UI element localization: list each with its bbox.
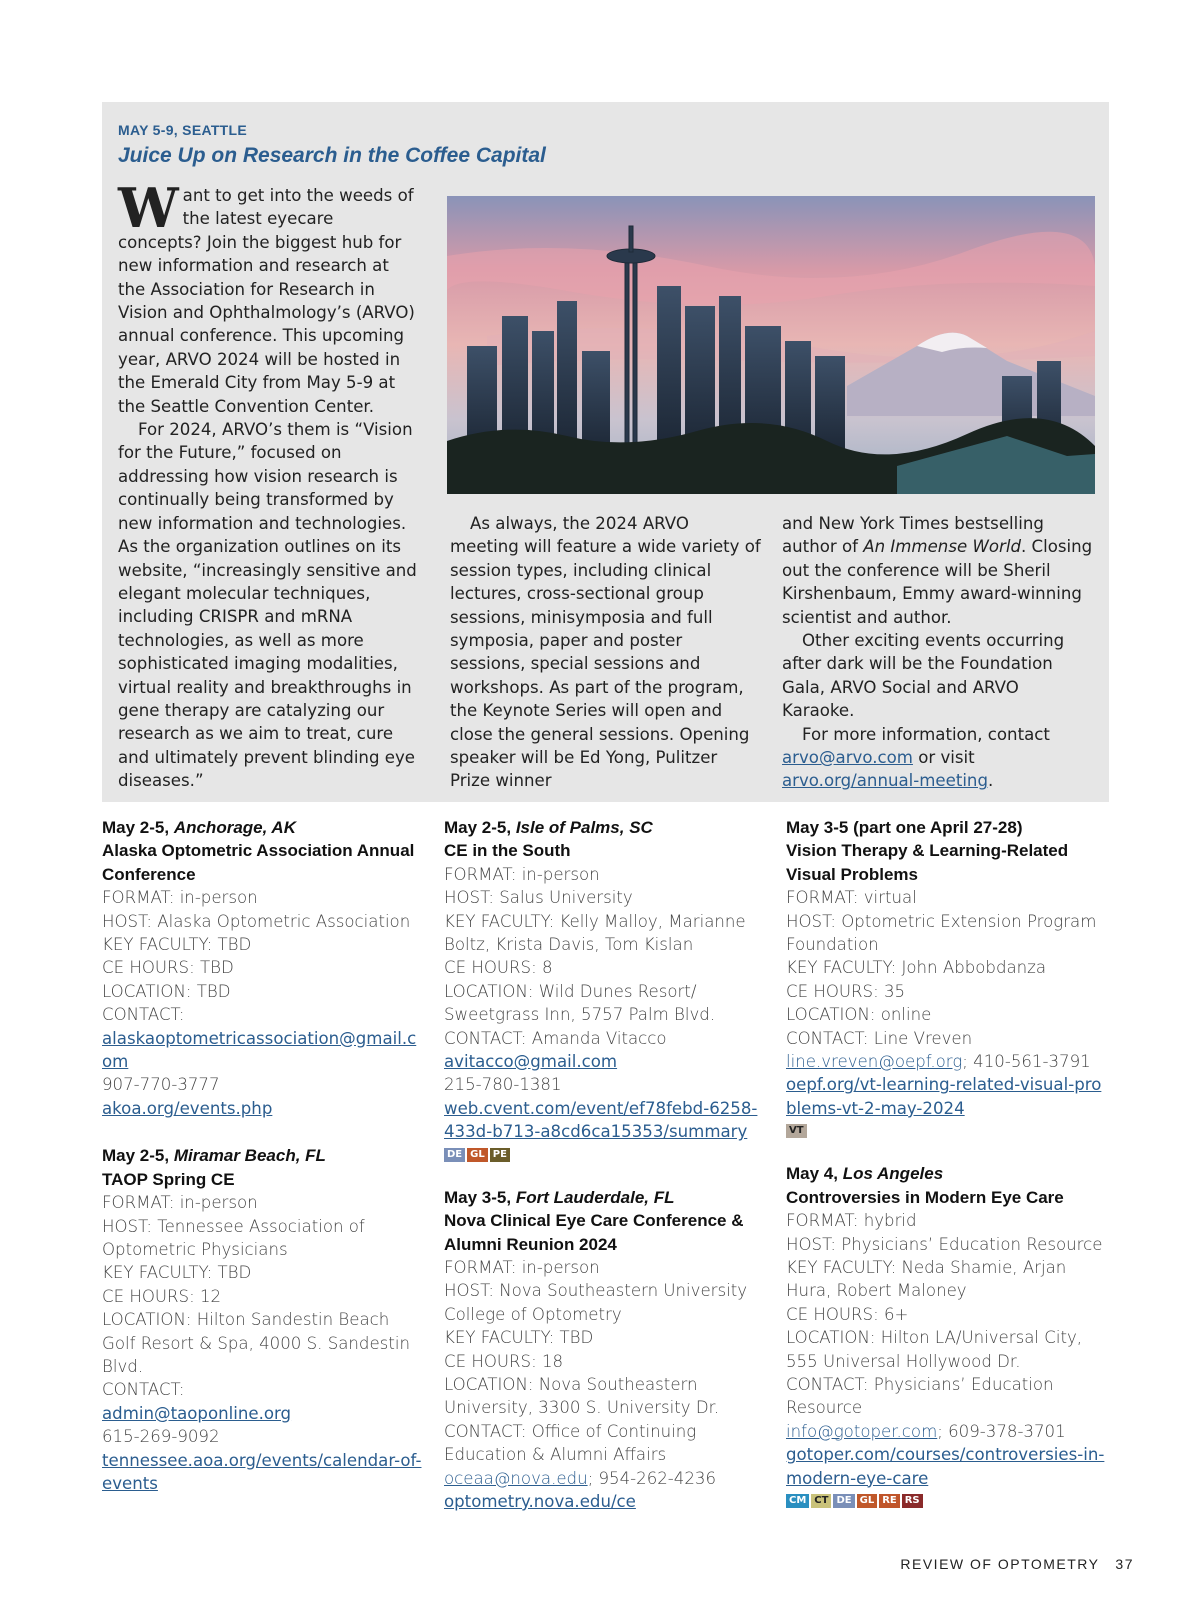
event-contact: CONTACT: Office of Continuing Education & Alumni Affairs xyxy=(444,1421,697,1465)
event-format: FORMAT: in-person xyxy=(102,888,258,908)
event-title: Vision Therapy & Learning-Related Visual Problems xyxy=(786,841,1069,884)
feature-headline: Juice Up on Research in the Coffee Capital xyxy=(118,144,546,167)
event-email-link[interactable]: alaskaoptometricassociation@gmail.com xyxy=(102,1028,417,1072)
event-phone: 215-780-1381 xyxy=(444,1075,562,1095)
event-host: HOST: Salus University xyxy=(444,888,633,908)
event-ce-hours: CE HOURS: 18 xyxy=(444,1351,564,1371)
tag-badge: DE xyxy=(444,1148,465,1162)
arvo-email-link[interactable]: arvo@arvo.com xyxy=(782,748,913,768)
tag-badge: GL xyxy=(857,1494,878,1508)
event-listing-taop xyxy=(102,1144,422,1495)
event-format: FORMAT: in-person xyxy=(444,1257,600,1277)
event-location: LOCATION: online xyxy=(786,1005,932,1025)
seattle-skyline-image xyxy=(447,196,1095,494)
event-email-link[interactable]: line.vreven@oepf.org xyxy=(786,1052,963,1072)
event-ce-hours: CE HOURS: 6+ xyxy=(786,1304,909,1324)
event-phone: ; 954-262-4236 xyxy=(587,1468,717,1488)
drop-cap: W xyxy=(118,176,179,240)
text-run: . xyxy=(988,771,994,791)
event-format: FORMAT: in-person xyxy=(444,864,600,884)
event-faculty: KEY FACULTY: TBD xyxy=(102,1263,252,1283)
seattle-skyline-photo xyxy=(447,196,1095,494)
event-date xyxy=(444,816,764,839)
event-email-link[interactable]: avitacco@gmail.com xyxy=(444,1052,618,1072)
event-format: FORMAT: hybrid xyxy=(786,1211,917,1231)
event-ce-hours: CE HOURS: 8 xyxy=(444,958,553,978)
event-listing-vision-therapy xyxy=(786,816,1106,1138)
feature-box xyxy=(102,102,1109,802)
ce-category-tags xyxy=(444,1148,764,1162)
feature-kicker: MAY 5-9, SEATTLE xyxy=(118,122,248,138)
event-url-link[interactable]: tennessee.aoa.org/events/calendar-of-events xyxy=(102,1450,422,1493)
event-title: Controversies in Modern Eye Care xyxy=(786,1187,1064,1207)
tag-badge: CT xyxy=(811,1494,831,1508)
event-url-link[interactable]: gotoper.com/courses/controversies-in-modern-eye-care xyxy=(786,1445,1105,1488)
tag-badge: PE xyxy=(490,1148,510,1162)
event-email-phone xyxy=(444,1467,764,1490)
tag-badge: RE xyxy=(879,1494,900,1508)
event-title: TAOP Spring CE xyxy=(102,1169,235,1189)
event-title: CE in the South xyxy=(444,841,571,861)
event-ce-hours: CE HOURS: 12 xyxy=(102,1286,222,1306)
date-text: May 3-5, xyxy=(444,1187,516,1207)
event-email-phone xyxy=(786,1420,1106,1443)
event-listing-nova xyxy=(444,1186,764,1514)
event-faculty: KEY FACULTY: Neda Shamie, Arjan Hura, Robert Maloney xyxy=(786,1257,1067,1301)
tag-badge: RS xyxy=(902,1494,923,1508)
book-title: An Immense World xyxy=(863,537,1021,557)
date-text: May 2-5, xyxy=(102,1146,174,1166)
event-place: Anchorage, AK xyxy=(173,818,296,837)
event-contact: CONTACT: Line Vreven xyxy=(786,1028,973,1048)
feature-paragraph: For 2024, ARVO’s them is “Vision for the Future,” focused on addressing how vision research is continually being transformed by new information and technologies. As the organization outlines on its website, “increasingly sensitive and elegant molecular techniques, including CRISPR and mRNA technologies, as well as more sophisticated imaging modalities, virtual reality and breakthroughs in gene therapy are catalyzing our research as we aim to treat, cure and ultimately prevent blinding eye diseases.” xyxy=(118,420,417,791)
date-text: May 2-5, xyxy=(444,818,516,837)
event-phone: ; 609-378-3701 xyxy=(937,1421,1066,1441)
event-date xyxy=(102,816,422,839)
event-faculty: KEY FACULTY: Kelly Malloy, Marianne Boltz, Krista Davis, Tom Kislan xyxy=(444,911,746,955)
event-format: FORMAT: in-person xyxy=(102,1193,258,1213)
event-host: HOST: Physicians’ Education Resource xyxy=(786,1234,1103,1254)
event-location: LOCATION: Hilton Sandestin Beach Golf Resort & Spa, 4000 S. Sandestin Blvd. xyxy=(102,1310,410,1376)
event-listing-ce-south xyxy=(444,816,764,1162)
event-url-link[interactable]: oepf.org/vt-learning-related-visual-problems-vt-2-may-2024 xyxy=(786,1075,1102,1118)
event-ce-hours: CE HOURS: TBD xyxy=(102,958,234,978)
event-host: HOST: Tennessee Association of Optometric Physicians xyxy=(102,1216,365,1259)
feature-column-3 xyxy=(782,512,1094,793)
event-place: Isle of Palms, SC xyxy=(515,818,653,837)
event-faculty: KEY FACULTY: John Abbobdanza xyxy=(786,958,1047,978)
events-column-1 xyxy=(102,816,422,1519)
event-title: Alaska Optometric Association Annual Conference xyxy=(102,841,415,884)
event-email-phone xyxy=(786,1050,1106,1073)
page-footer xyxy=(900,1556,1134,1572)
arvo-website-link[interactable]: arvo.org/annual-meeting xyxy=(782,771,988,791)
event-title: Nova Clinical Eye Care Conference & Alumni Reunion 2024 xyxy=(444,1211,744,1254)
feature-paragraph: ant to get into the weeds of the latest eyecare concepts? Join the biggest hub for new information and research at the Association for Research in Vision and Ophthalmology’s (ARVO) annual conference. This upcoming year, ARVO 2024 will be hosted in the Emerald City from May 5-9 at the Seattle Convention Center. xyxy=(118,186,415,416)
text-run: . Closing out the conference will be Sheril Kirshenbaum, Emmy award-winning scientist and author. xyxy=(782,537,1093,627)
events-column-3 xyxy=(786,816,1106,1532)
event-faculty: KEY FACULTY: TBD xyxy=(444,1328,594,1348)
event-place: Los Angeles xyxy=(842,1164,944,1184)
event-host: HOST: Alaska Optometric Association xyxy=(102,911,411,931)
tag-badge: DE xyxy=(833,1494,854,1508)
event-phone: 907-770-3777 xyxy=(102,1075,220,1095)
event-email-link[interactable]: oceaa@nova.edu xyxy=(444,1468,588,1488)
event-phone: ; 410-561-3791 xyxy=(962,1052,1091,1072)
feature-paragraph xyxy=(782,723,1094,793)
event-contact: CONTACT: Physicians’ Education Resource xyxy=(786,1374,1054,1418)
date-text: May 4, xyxy=(786,1164,843,1184)
event-location: LOCATION: Hilton LA/Universal City, 555 Universal Hollywood Dr. xyxy=(786,1328,1083,1371)
ce-category-tags xyxy=(786,1494,1106,1508)
event-listing-alaska xyxy=(102,816,422,1120)
event-contact: CONTACT: Amanda Vitacco xyxy=(444,1028,667,1048)
page-number: 37 xyxy=(1115,1556,1134,1572)
event-format: FORMAT: virtual xyxy=(786,888,917,908)
event-contact: CONTACT: xyxy=(102,1005,185,1025)
publication-name: REVIEW OF OPTOMETRY xyxy=(900,1556,1100,1572)
feature-paragraph: As always, the 2024 ARVO meeting will feature a wide variety of session types, including clinical lectures, cross-sectional group sessions, minisymposia and full symposia, paper and poster sessions, special sessions and workshops. As part of the program, the Keynote Series will open and close the general sessions. Opening speaker will be Ed Yong, Pulitzer Prize winner xyxy=(450,514,761,791)
event-date xyxy=(102,1144,422,1167)
event-email-link[interactable]: info@gotoper.com xyxy=(786,1421,938,1441)
event-url-link[interactable]: web.cvent.com/event/ef78febd-6258-433d-b713-a8cd6ca15353/summary xyxy=(444,1098,758,1142)
feature-paragraph xyxy=(782,512,1094,629)
event-place: Fort Lauderdale, FL xyxy=(515,1187,675,1207)
event-date: May 3-5 (part one April 27-28) xyxy=(786,818,1023,837)
tag-badge: CM xyxy=(786,1494,809,1508)
text-run: or visit xyxy=(912,748,975,768)
event-location: LOCATION: TBD xyxy=(102,981,231,1001)
feature-column-1 xyxy=(118,176,420,793)
event-date xyxy=(444,1186,764,1209)
event-url-link[interactable]: akoa.org/events.php xyxy=(102,1098,273,1118)
feature-column-2 xyxy=(450,512,762,793)
tag-badge: VT xyxy=(786,1124,807,1138)
event-faculty: KEY FACULTY: TBD xyxy=(102,935,252,955)
event-contact: CONTACT: xyxy=(102,1380,185,1400)
event-phone: 615-269-9092 xyxy=(102,1427,220,1447)
feature-paragraph: Other exciting events occurring after dark will be the Foundation Gala, ARVO Social and ARVO Karaoke. xyxy=(782,631,1065,721)
event-listing-controversies xyxy=(786,1162,1106,1508)
event-host: HOST: Nova Southeastern University College of Optometry xyxy=(444,1281,748,1324)
event-date xyxy=(786,1162,1106,1185)
date-text: May 2-5, xyxy=(102,818,174,837)
event-location: LOCATION: Nova Southeastern University, 3300 S. University Dr. xyxy=(444,1374,720,1418)
event-ce-hours: CE HOURS: 35 xyxy=(786,981,906,1001)
text-run: For more information, contact xyxy=(802,724,1050,744)
event-email-link[interactable]: admin@taoponline.org xyxy=(102,1403,292,1423)
events-column-2 xyxy=(444,816,764,1537)
event-url-link[interactable]: optometry.nova.edu/ce xyxy=(444,1491,636,1511)
event-host: HOST: Optometric Extension Program Foundation xyxy=(786,911,1097,955)
ce-category-tags xyxy=(786,1124,1106,1138)
event-location: LOCATION: Wild Dunes Resort/ Sweetgrass Inn, 5757 Palm Blvd. xyxy=(444,981,716,1025)
tag-badge: GL xyxy=(467,1148,488,1162)
text-run: and New York Times bestselling author of xyxy=(782,514,1044,557)
event-place: Miramar Beach, FL xyxy=(173,1146,326,1166)
